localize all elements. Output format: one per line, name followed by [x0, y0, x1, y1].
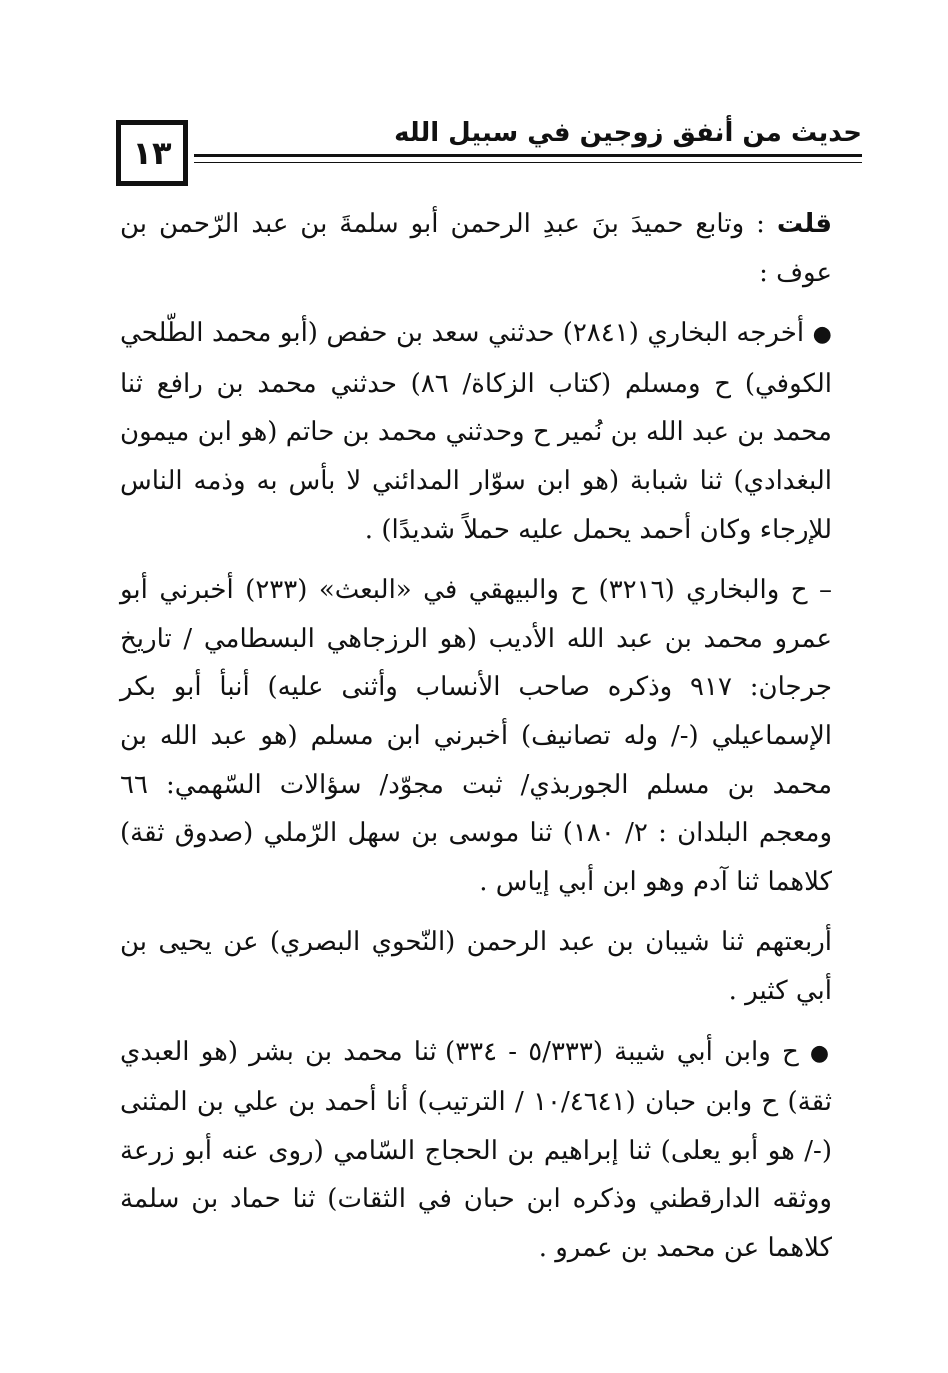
paragraph-text: أربعتهم ثنا شيبان بن عبد الرحمن (النّحوي البصري) عن يحيى بن أبي كثير .	[120, 927, 832, 1006]
paragraph-text: ح وابن أبي شيبة (٥/٣٣٣ - ٣٣٤) ثنا محمد بن بشر (هو العبدي ثقة) ح وابن حبان (١٠/٤٦٤١ / الترتيب) أنا أحمد بن علي بن المثنى (-/ هو أبو يعلى) ثنا إبراهيم بن الحجاج السّامي (روى عنه أبو زرعة ووثقه الدارقطني وذكره ابن حبان في الثقات) ثنا حماد بن سلمة كلاهما عن محمد بن عمرو .	[120, 1036, 832, 1263]
header-rule	[194, 154, 862, 157]
paragraph-lead: قلت	[776, 209, 832, 239]
paragraph-2	[120, 309, 832, 554]
page-body	[120, 200, 832, 1284]
paragraph-5	[120, 1028, 832, 1273]
paragraph-text: أخرجه البخاري (٢٨٤١) حدثني سعد بن حفص (أبو محمد الطّلحي الكوفي) ح ومسلم (كتاب الزكاة/ ٨٦) حدثني محمد بن رافع ثنا محمد بن عبد الله بن نُمير ح وحدثني محمد بن حاتم (هو ابن ميمون البغدادي) ثنا شبابة (هو ابن سوّار المدائني لا بأس به وذمه الناس للإرجاء وكان أحمد يحمل عليه حملاً شديدًا) .	[120, 318, 832, 545]
paragraph-text: – ح والبخاري (٣٢١٦) ح والبيهقي في «البعث» (٢٣٣) أخبرني أبو عمرو محمد بن عبد الله الأديب (هو الرزجاهي البسطامي / تاريخ جرجان: ٩١٧ وذكره صاحب الأنساب وأثنى عليه) أنبأ أبو بكر الإسماعيلي (-/ وله تصانيف) أخبرني ابن مسلم (هو عبد الله بن محمد بن مسلم الجوربذي/ ثبت مجوّد/ سؤالات السّهمي: ٦٦ ومعجم البلدان : ٢/ ١٨٠) ثنا موسى بن سهل الرّملي (صدوق ثقة) كلاهما ثنا آدم وهو ابن أبي إياس .	[120, 575, 832, 897]
paragraph-3	[120, 566, 832, 906]
page-number-box	[116, 120, 188, 186]
paragraph-text: : وتابع حميدَ بنَ عبدِ الرحمن أبو سلمةَ بن عبد الرّحمن بن عوف :	[120, 209, 832, 288]
bullet-icon: ●	[812, 322, 832, 348]
paragraph-4	[120, 918, 832, 1015]
page-number: ١٣	[132, 134, 172, 172]
running-title: حديث من أنفق زوجين في سبيل الله	[394, 118, 862, 148]
header-rule-thin	[194, 162, 862, 163]
paragraph-1	[120, 200, 832, 297]
bullet-icon: ●	[809, 1040, 832, 1066]
